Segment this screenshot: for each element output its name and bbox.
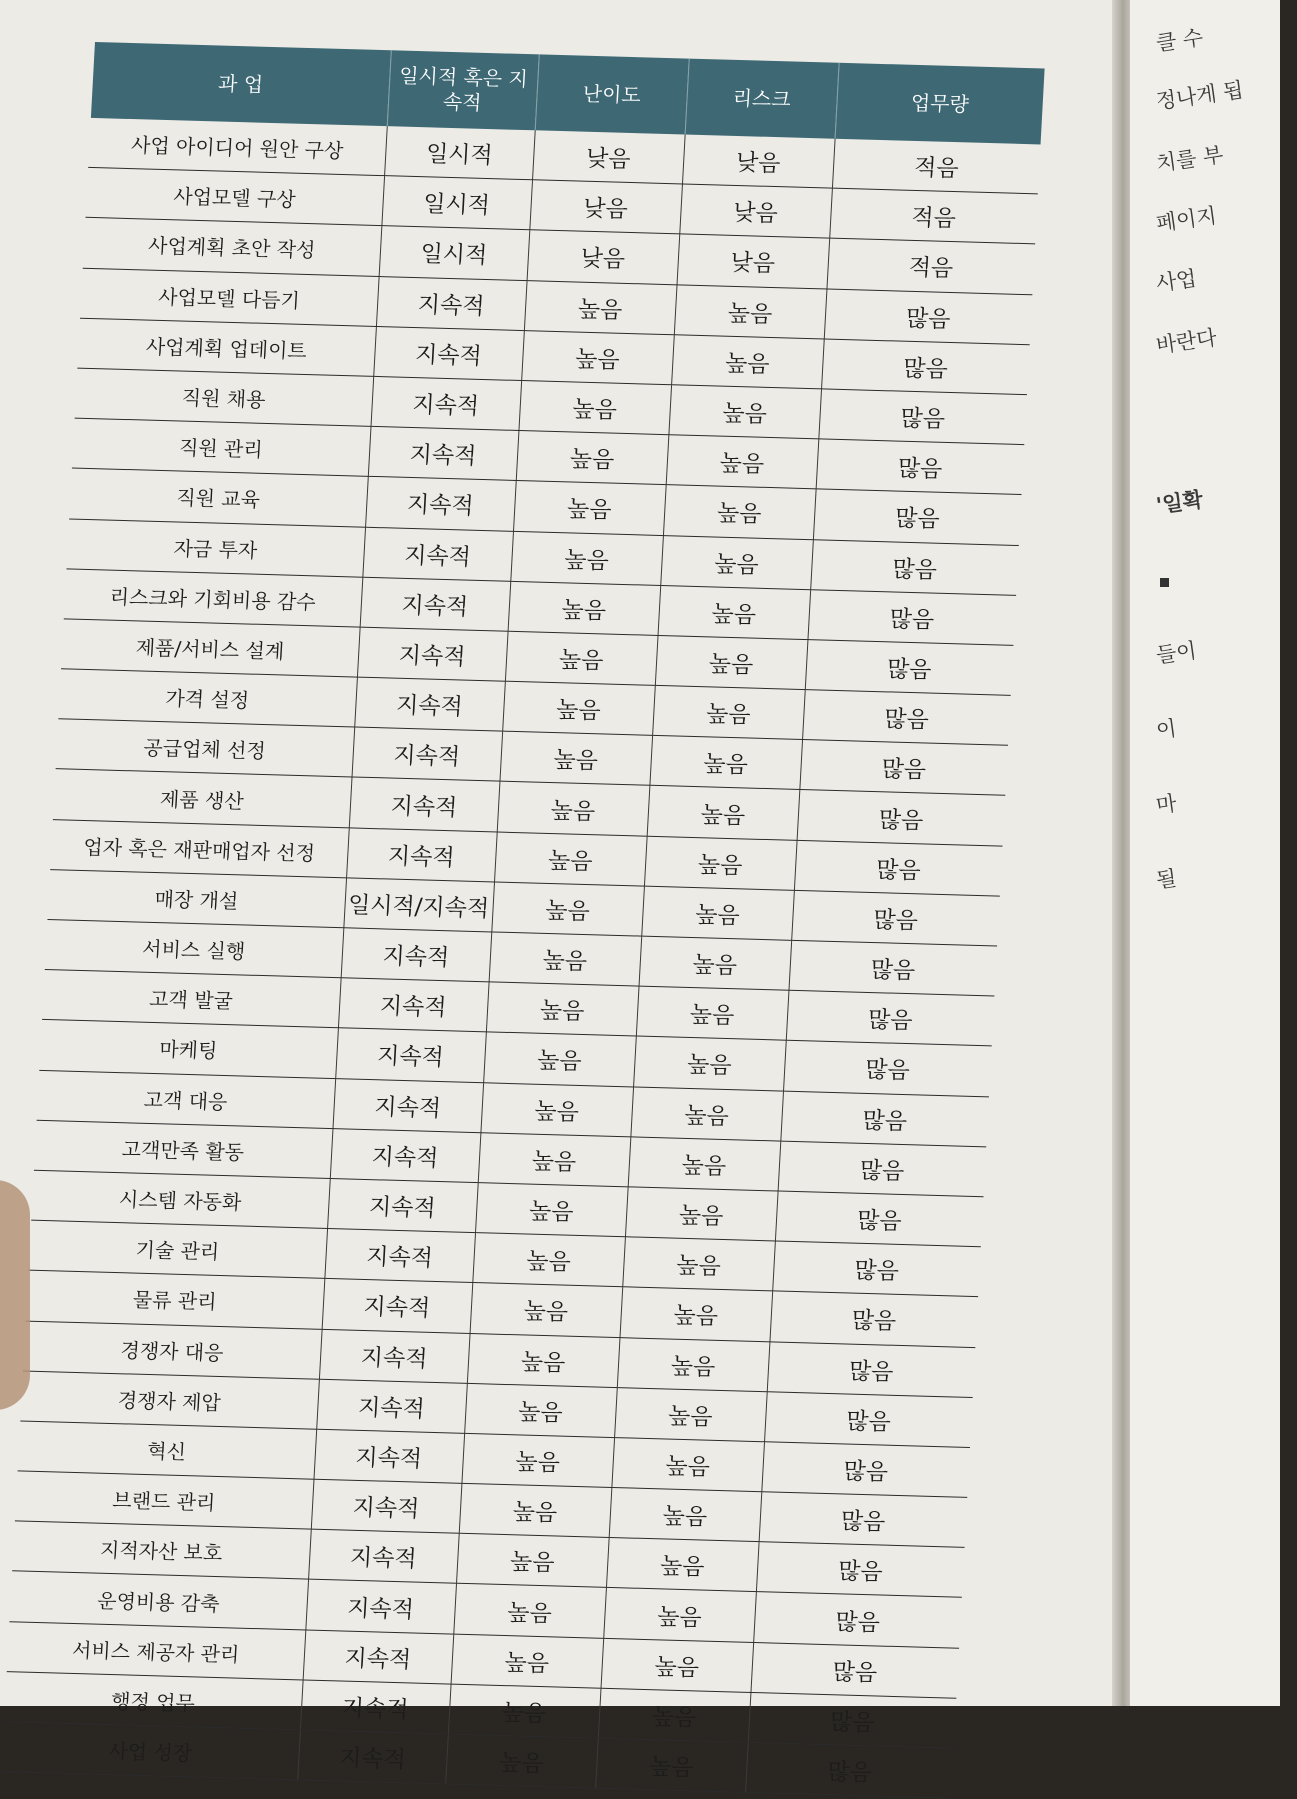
right-text-fragment: 페이지	[1154, 203, 1219, 236]
cell-workload: 많음	[750, 1642, 959, 1698]
cell-duration: 지속적	[362, 527, 513, 581]
right-text-fragment: 클 수	[1154, 25, 1205, 56]
cell-duration: 지속적	[371, 376, 522, 430]
cell-risk: 높음	[652, 685, 805, 739]
cell-risk: 높음	[630, 1086, 783, 1140]
cell-duration: 지속적	[319, 1329, 470, 1383]
header-workload: 업무량	[835, 63, 1045, 145]
cell-workload: 많음	[818, 389, 1027, 445]
cell-difficulty: 높음	[456, 1533, 609, 1587]
cell-task: 매장 개설	[47, 869, 346, 927]
right-text-fragment: 바란다	[1154, 325, 1219, 358]
cell-risk: 높음	[671, 335, 824, 389]
cell-task: 기술 관리	[28, 1220, 327, 1278]
cell-risk: 낮음	[679, 184, 832, 238]
cell-risk: 높음	[666, 435, 819, 489]
cell-workload: 많음	[780, 1091, 989, 1147]
cell-task: 사업모델 다듬기	[80, 268, 379, 326]
cell-workload: 많음	[816, 439, 1025, 495]
cell-difficulty: 높음	[486, 982, 639, 1036]
cell-duration: 지속적	[297, 1730, 448, 1784]
cell-duration: 지속적	[308, 1529, 459, 1583]
cell-task: 마케팅	[39, 1020, 338, 1078]
cell-workload: 많음	[775, 1191, 984, 1247]
cell-task: 서비스 제공자 관리	[7, 1621, 306, 1679]
cell-task: 리스크와 기회비용 감수	[64, 569, 363, 627]
right-text-fragment: '일확	[1154, 487, 1205, 518]
cell-duration: 지속적	[354, 677, 505, 731]
cell-risk: 낮음	[677, 234, 830, 288]
cell-workload: 많음	[761, 1442, 970, 1498]
cell-task: 가격 설정	[58, 669, 357, 727]
cell-difficulty: 높음	[489, 932, 642, 986]
cell-risk: 낮음	[682, 135, 835, 189]
cell-duration: 지속적	[322, 1279, 473, 1333]
cell-duration: 일시적/지속적	[343, 878, 494, 932]
cell-task: 경쟁자 제압	[20, 1371, 319, 1429]
cell-risk: 높음	[674, 284, 827, 338]
cell-difficulty: 높음	[472, 1233, 625, 1287]
cell-duration: 지속적	[376, 276, 527, 330]
cell-workload: 많음	[753, 1592, 962, 1648]
cell-difficulty: 높음	[502, 681, 655, 735]
cell-workload: 적음	[826, 238, 1035, 294]
cell-workload: 많음	[772, 1241, 981, 1297]
cell-workload: 많음	[756, 1542, 965, 1598]
cell-task: 자금 투자	[66, 518, 365, 576]
cell-difficulty: 높음	[516, 431, 669, 485]
cell-task: 업자 혹은 재판매업자 선정	[50, 819, 349, 877]
cell-risk: 높음	[628, 1137, 781, 1191]
cell-duration: 지속적	[357, 627, 508, 681]
cell-risk: 높음	[601, 1638, 754, 1692]
header-temporary-or-continuous: 일시적 혹은 지속적	[387, 50, 539, 130]
cell-risk: 높음	[660, 535, 813, 589]
cell-task: 시스템 자동화	[31, 1170, 330, 1228]
cell-risk: 높음	[633, 1036, 786, 1090]
cell-difficulty: 높음	[505, 631, 658, 685]
cell-risk: 높음	[617, 1337, 770, 1391]
cell-duration: 지속적	[311, 1479, 462, 1533]
cell-difficulty: 높음	[445, 1734, 598, 1788]
cell-risk: 높음	[611, 1437, 764, 1491]
cell-duration: 일시적	[379, 226, 530, 280]
cell-difficulty: 높음	[491, 882, 644, 936]
table-body	[1, 118, 1040, 1798]
book-page-right	[1130, 0, 1280, 1706]
cell-duration: 지속적	[316, 1379, 467, 1433]
cell-duration: 지속적	[360, 577, 511, 631]
cell-duration: 지속적	[373, 326, 524, 380]
cell-risk: 높음	[639, 936, 792, 990]
cell-risk: 높음	[603, 1588, 756, 1642]
cell-task: 서비스 실행	[45, 920, 344, 978]
cell-duration: 일시적	[384, 126, 535, 180]
right-text-fragment: 치를 부	[1154, 142, 1225, 176]
cell-difficulty: 높음	[448, 1684, 601, 1738]
cell-workload: 많음	[807, 589, 1016, 645]
cell-difficulty: 높음	[451, 1634, 604, 1688]
cell-difficulty: 높음	[453, 1584, 606, 1638]
right-text-fragment: 사업	[1154, 266, 1199, 296]
cell-task: 사업 성장	[1, 1722, 300, 1780]
cell-risk: 높음	[636, 986, 789, 1040]
cell-difficulty: 높음	[470, 1283, 623, 1337]
right-text-fragment: 마	[1154, 791, 1178, 818]
bullet-mark	[1160, 578, 1169, 587]
cell-duration: 지속적	[305, 1579, 456, 1633]
cell-risk: 높음	[668, 385, 821, 439]
cell-task: 제품/서비스 설계	[61, 619, 360, 677]
header-risk: 리스크	[685, 59, 839, 139]
cell-difficulty: 높음	[464, 1383, 617, 1437]
cell-risk: 높음	[644, 836, 797, 890]
cell-task: 지적자산 보호	[12, 1521, 311, 1579]
right-text-fragment: 될	[1154, 866, 1178, 893]
cell-duration: 지속적	[333, 1078, 484, 1132]
cell-workload: 적음	[829, 188, 1038, 244]
cell-task: 사업계획 초안 작성	[83, 218, 382, 276]
cell-workload: 많음	[821, 339, 1030, 395]
right-text-fragment: 이	[1154, 716, 1178, 743]
cell-workload: 많음	[791, 890, 1000, 946]
cell-workload: 많음	[799, 740, 1008, 796]
cell-workload: 많음	[824, 289, 1033, 345]
cell-difficulty: 낮음	[529, 180, 682, 234]
cell-difficulty: 높음	[494, 832, 647, 886]
cell-difficulty: 높음	[510, 531, 663, 585]
header-task: 과 업	[91, 42, 391, 126]
cell-risk: 높음	[606, 1538, 759, 1592]
cell-difficulty: 높음	[467, 1333, 620, 1387]
cell-workload: 많음	[788, 940, 997, 996]
cell-difficulty: 높음	[518, 380, 671, 434]
cell-task: 경쟁자 대응	[23, 1321, 322, 1379]
cell-risk: 높음	[609, 1488, 762, 1542]
cell-duration: 지속적	[324, 1229, 475, 1283]
cell-duration: 지속적	[327, 1178, 478, 1232]
cell-workload: 많음	[767, 1341, 976, 1397]
cell-task: 직원 채용	[75, 368, 374, 426]
cell-workload: 많음	[783, 1041, 992, 1097]
cell-risk: 높음	[625, 1187, 778, 1241]
cell-workload: 많음	[764, 1391, 973, 1447]
cell-duration: 지속적	[341, 928, 492, 982]
cell-duration: 지속적	[330, 1128, 481, 1182]
cell-risk: 높음	[641, 886, 794, 940]
cell-difficulty: 높음	[478, 1132, 631, 1186]
cell-workload: 많음	[759, 1492, 968, 1548]
cell-difficulty: 높음	[459, 1483, 612, 1537]
cell-duration: 지속적	[346, 828, 497, 882]
header-difficulty: 난이도	[535, 54, 689, 134]
cell-workload: 많음	[778, 1141, 987, 1197]
cell-risk: 높음	[649, 736, 802, 790]
cell-task: 혁신	[18, 1421, 317, 1479]
cell-workload: 많음	[797, 790, 1006, 846]
cell-workload: 적음	[832, 139, 1041, 194]
cell-difficulty: 낮음	[527, 230, 680, 284]
cell-duration: 지속적	[349, 777, 500, 831]
cell-workload: 많음	[748, 1692, 957, 1748]
cell-task: 고객 대응	[37, 1070, 336, 1128]
cell-difficulty: 높음	[508, 581, 661, 635]
cell-workload: 많음	[810, 539, 1019, 595]
thumb-shadow	[0, 1180, 30, 1410]
cell-task: 행정 업무	[4, 1671, 303, 1729]
cell-task: 공급업체 선정	[56, 719, 355, 777]
cell-risk: 높음	[663, 485, 816, 539]
cell-duration: 지속적	[335, 1028, 486, 1082]
cell-task: 브랜드 관리	[15, 1471, 314, 1529]
cell-difficulty: 높음	[513, 481, 666, 535]
cell-task: 직원 교육	[69, 468, 368, 526]
right-text-fragment: 들이	[1154, 638, 1199, 668]
cell-difficulty: 낮음	[532, 130, 685, 184]
cell-duration: 일시적	[381, 176, 532, 230]
cell-task: 사업모델 구상	[85, 168, 384, 226]
cell-task: 고객만족 활동	[34, 1120, 333, 1178]
cell-duration: 지속적	[313, 1429, 464, 1483]
cell-risk: 높음	[622, 1237, 775, 1291]
cell-task: 사업 아이디어 원안 구상	[88, 118, 387, 176]
cell-risk: 높음	[595, 1738, 748, 1792]
cell-difficulty: 높음	[480, 1082, 633, 1136]
cell-task: 고객 발굴	[42, 970, 341, 1028]
cell-task: 직원 관리	[72, 418, 371, 476]
cell-workload: 많음	[769, 1291, 978, 1347]
cell-risk: 높음	[614, 1387, 767, 1441]
cell-task: 운영비용 감축	[9, 1571, 308, 1629]
cell-workload: 많음	[802, 690, 1011, 746]
cell-workload: 많음	[813, 489, 1022, 545]
cell-duration: 지속적	[303, 1630, 454, 1684]
cell-duration: 지속적	[300, 1680, 451, 1734]
cell-difficulty: 높음	[461, 1433, 614, 1487]
task-table	[1, 42, 1044, 1799]
cell-difficulty: 높음	[499, 731, 652, 785]
cell-difficulty: 높음	[497, 782, 650, 836]
cell-risk: 높음	[647, 786, 800, 840]
cell-duration: 지속적	[352, 727, 503, 781]
cell-duration: 지속적	[365, 477, 516, 531]
cell-duration: 지속적	[338, 978, 489, 1032]
cell-workload: 많음	[794, 840, 1003, 896]
cell-risk: 높음	[620, 1287, 773, 1341]
cell-duration: 지속적	[368, 426, 519, 480]
cell-difficulty: 높음	[483, 1032, 636, 1086]
cell-difficulty: 높음	[475, 1183, 628, 1237]
right-text-fragment: 정나게 됩	[1154, 77, 1245, 114]
cell-task: 제품 생산	[53, 769, 352, 827]
cell-difficulty: 높음	[521, 330, 674, 384]
cell-task: 물류 관리	[26, 1270, 325, 1328]
cell-risk: 높음	[655, 635, 808, 689]
cell-difficulty: 높음	[524, 280, 677, 334]
cell-risk: 높음	[598, 1688, 751, 1742]
cell-workload: 많음	[805, 640, 1014, 696]
cell-workload: 많음	[786, 990, 995, 1046]
cell-workload: 많음	[745, 1742, 954, 1798]
cell-task: 사업계획 업데이트	[77, 318, 376, 376]
cell-risk: 높음	[658, 585, 811, 639]
